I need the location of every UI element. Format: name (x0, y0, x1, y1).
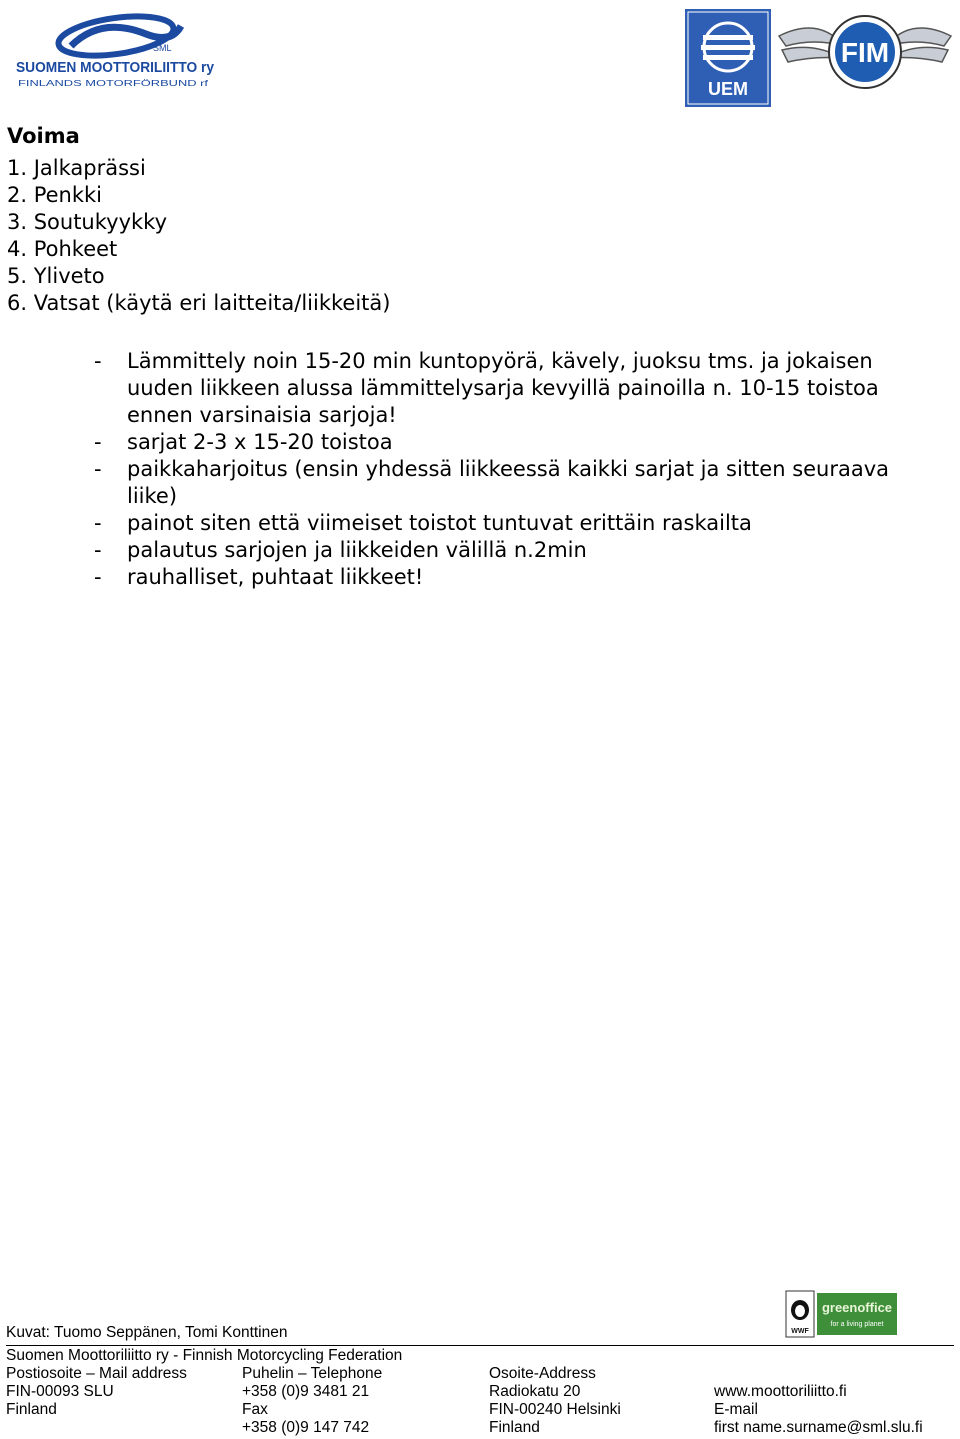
list-item (0, 348, 943, 429)
footer-label: Osoite-Address (489, 1365, 596, 1382)
list-item: 1. Jalkaprässi (7, 156, 146, 180)
bullet-dash: - (94, 511, 102, 535)
list-item (0, 564, 943, 591)
photo-credit: Kuvat: Tuomo Seppänen, Tomi Konttinen (6, 1324, 288, 1341)
bullet-dash: - (94, 349, 102, 373)
footer-value: +358 (0)9 3481 21 (242, 1383, 370, 1400)
instruction-text: sarjat 2-3 x 15-20 toistoa (127, 430, 393, 454)
list-item (0, 537, 943, 564)
bullet-dash: - (94, 538, 102, 562)
footer-column-address (489, 1365, 621, 1437)
bullet-dash: - (94, 565, 102, 589)
instruction-text: palautus sarjojen ja liikkeiden välillä n.2min (127, 538, 587, 562)
list-item: 5. Yliveto (7, 264, 105, 288)
sml-logo-subtitle: FINLANDS MOTORFÖRBUND rf (18, 79, 210, 88)
footer-label: E-mail (714, 1401, 758, 1418)
footer-value: FIN-00093 SLU (6, 1383, 114, 1400)
instruction-list (0, 348, 943, 591)
list-item: 4. Pohkeet (7, 237, 118, 261)
bullet-dash: - (94, 457, 102, 481)
exercise-list (7, 155, 390, 317)
instruction-text: rauhalliset, puhtaat liikkeet! (127, 565, 424, 589)
footer-value: FIN-00240 Helsinki (489, 1401, 621, 1418)
green-office-tagline: for a living planet (830, 1321, 884, 1328)
footer-value: Finland (489, 1419, 540, 1436)
fim-logo (774, 6, 956, 102)
footer-label: Fax (242, 1401, 268, 1418)
instruction-text: Lämmittely noin 15-20 min kuntopyörä, kävely, juoksu tms. ja jokaisen uuden liikkeen alussa lämmittelysarja kevyillä painoilla n. 10-15 toistoa ennen varsinaisia sarjoja! (127, 349, 879, 427)
footer-value: Finland (6, 1401, 57, 1418)
uem-logo (685, 9, 771, 107)
wwf-text: WWF (791, 1328, 809, 1335)
footer-spacer (714, 1365, 923, 1383)
fim-logo-text: FIM (840, 37, 890, 68)
email-link[interactable]: first name.surname@sml.slu.fi (714, 1419, 923, 1436)
list-item: 6. Vatsat (käytä eri laitteita/liikkeitä) (7, 291, 391, 315)
sml-logo (6, 6, 221, 94)
instruction-text: paikkaharjoitus (ensin yhdessä liikkeessä kaikki sarjat ja sitten seuraava liike) (127, 457, 890, 508)
uem-logo-text: UEM (708, 79, 748, 99)
green-office-text: greenoffice (821, 1300, 893, 1315)
website-link[interactable]: www.moottoriliitto.fi (714, 1383, 847, 1400)
sml-logo-name: SUOMEN MOOTTORILIITTO ry (16, 60, 214, 76)
footer-column-mail (6, 1365, 187, 1419)
footer-label: Postiosoite – Mail address (6, 1365, 187, 1382)
footer-value: +358 (0)9 147 742 (242, 1419, 370, 1436)
list-item: 3. Soutukyykky (7, 210, 168, 234)
section-title: Voima (7, 124, 80, 148)
list-item (0, 429, 943, 456)
sml-mark: SML (153, 43, 172, 53)
bullet-dash: - (94, 430, 102, 454)
footer-column-phone (242, 1365, 382, 1437)
footer-column-web (714, 1365, 923, 1437)
instruction-text: painot siten että viimeiset toistot tuntuvat erittäin raskailta (127, 511, 752, 535)
footer-label: Puhelin – Telephone (242, 1365, 383, 1382)
list-item: 2. Penkki (7, 183, 103, 207)
footer-value: Radiokatu 20 (489, 1383, 581, 1400)
federation-name: Suomen Moottoriliitto ry - Finnish Motorcycling Federation (6, 1345, 954, 1365)
list-item (0, 510, 943, 537)
list-item (0, 456, 943, 510)
